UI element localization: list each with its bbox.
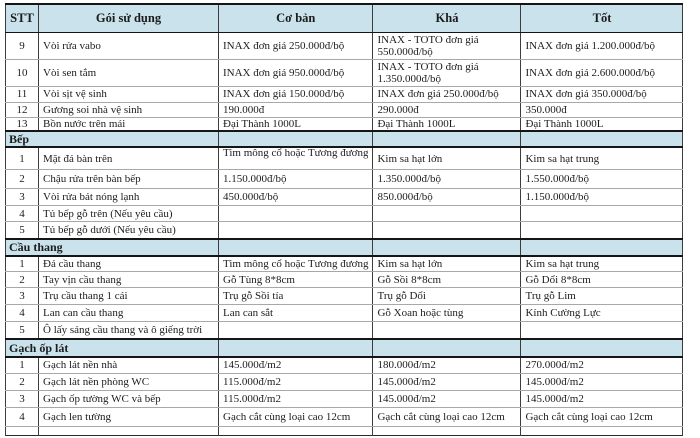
- cell-co-ban: [219, 206, 373, 222]
- cell-co-ban: [219, 147, 373, 170]
- table-row: [6, 206, 683, 222]
- table-row: [6, 86, 683, 102]
- table-header-row: [6, 4, 683, 32]
- table-row: [6, 322, 683, 339]
- cell-kha: [373, 322, 521, 339]
- cell-kha: 180.000đ/m2: [373, 357, 521, 374]
- table-row: [6, 357, 683, 374]
- cell-stt: 5: [6, 222, 39, 239]
- price-table: [5, 3, 683, 436]
- cell-stt: 1: [6, 256, 39, 272]
- cell-kha: Kim sa hạt lớn: [373, 256, 521, 272]
- cell-tot: [521, 206, 683, 222]
- cell-kha: [373, 222, 521, 239]
- cell-package: [39, 427, 219, 436]
- cell-package: Vòi rửa vabo: [39, 32, 219, 59]
- cell-stt: 2: [6, 170, 39, 189]
- table-row: [6, 59, 683, 86]
- cell-kha: INAX - TOTO đơn giá 550.000đ/bộ: [373, 32, 521, 59]
- cell-package: Gương soi nhà vệ sinh: [39, 102, 219, 117]
- cell-stt: 2: [6, 272, 39, 288]
- cell-co-ban: Đại Thành 1000L: [219, 117, 373, 131]
- cell-tot: [521, 427, 683, 436]
- cell-package: Gạch ốp tường WC và bếp: [39, 391, 219, 408]
- section-row-cau-thang: [6, 239, 683, 256]
- table-row: [6, 391, 683, 408]
- table-row: [6, 170, 683, 189]
- cell-kha: INAX đơn giá 250.000đ/bộ: [373, 86, 521, 102]
- section-title: Gạch ốp lát: [6, 339, 219, 357]
- cell-co-ban: Trụ gỗ Sồi tía: [219, 288, 373, 305]
- cell-co-ban: INAX đơn giá 950.000đ/bộ: [219, 59, 373, 86]
- cell-kha: 145.000đ/m2: [373, 391, 521, 408]
- cell-tot: Kính Cường Lực: [521, 305, 683, 322]
- cell-package: Vòi sen tắm: [39, 59, 219, 86]
- cell-stt: 12: [6, 102, 39, 117]
- header-stt: STT: [6, 4, 39, 32]
- cell-tot: Gạch cắt cùng loại cao 12cm: [521, 408, 683, 427]
- cell-co-ban: 1.150.000đ/bộ: [219, 170, 373, 189]
- table-row: [6, 117, 683, 131]
- table-row-partial: [6, 427, 683, 436]
- cell-stt: 4: [6, 206, 39, 222]
- cell-tot: 1.150.000đ/bộ: [521, 189, 683, 206]
- table-row: [6, 222, 683, 239]
- cell-stt: [6, 427, 39, 436]
- cell-tot: [521, 222, 683, 239]
- cell-co-ban: 115.000đ/m2: [219, 374, 373, 391]
- cell-package: Bồn nước trên mái: [39, 117, 219, 131]
- cell-package: Gạch lát nền phòng WC: [39, 374, 219, 391]
- table-row: [6, 147, 683, 170]
- cell-stt: 9: [6, 32, 39, 59]
- cell-kha: [373, 427, 521, 436]
- cell-package: Lan can cầu thang: [39, 305, 219, 322]
- cell-stt: 1: [6, 147, 39, 170]
- section-cell: [373, 239, 521, 256]
- cell-kha: INAX - TOTO đơn giá 1.350.000đ/bộ: [373, 59, 521, 86]
- header-tot: Tốt: [521, 4, 683, 32]
- cell-package: Ô lấy sáng cầu thang và ô giếng trời: [39, 322, 219, 339]
- cell-package: Đá cầu thang: [39, 256, 219, 272]
- table-row: [6, 189, 683, 206]
- cell-package: Vòi rửa bát nóng lạnh: [39, 189, 219, 206]
- cell-tot: 145.000đ/m2: [521, 391, 683, 408]
- cell-tot: INAX đơn giá 1.200.000đ/bộ: [521, 32, 683, 59]
- table-row: [6, 305, 683, 322]
- cell-co-ban: Gạch cắt cùng loại cao 12cm: [219, 408, 373, 427]
- table-row: [6, 288, 683, 305]
- table-row: [6, 32, 683, 59]
- cell-co-ban: [219, 322, 373, 339]
- cell-stt: 4: [6, 305, 39, 322]
- section-cell: [521, 239, 683, 256]
- cell-tot: Gỗ Dổi 8*8cm: [521, 272, 683, 288]
- cell-package: Gạch lát nền nhà: [39, 357, 219, 374]
- cell-kha: Gỗ Sồi 8*8cm: [373, 272, 521, 288]
- cell-kha: 850.000đ/bộ: [373, 189, 521, 206]
- cell-stt: 13: [6, 117, 39, 131]
- cell-package: Tủ bếp gỗ trên (Nếu yêu cầu): [39, 206, 219, 222]
- cell-co-ban: 450.000đ/bộ: [219, 189, 373, 206]
- cell-tot: [521, 322, 683, 339]
- cell-stt: 10: [6, 59, 39, 86]
- cell-kha: 290.000đ: [373, 102, 521, 117]
- cell-package: Tay vịn cầu thang: [39, 272, 219, 288]
- cell-stt: 5: [6, 322, 39, 339]
- cell-kha: Gạch cắt cùng loại cao 12cm: [373, 408, 521, 427]
- cell-tot: 145.000đ/m2: [521, 374, 683, 391]
- header-co-ban: Cơ bản: [219, 4, 373, 32]
- cell-kha: Gỗ Xoan hoặc tùng: [373, 305, 521, 322]
- section-cell: [219, 239, 373, 256]
- cell-kha: 145.000đ/m2: [373, 374, 521, 391]
- cell-tot: 270.000đ/m2: [521, 357, 683, 374]
- cell-stt: 3: [6, 391, 39, 408]
- table-row: [6, 102, 683, 117]
- cell-tot: Kim sa hạt trung: [521, 256, 683, 272]
- cell-tot: 350.000đ: [521, 102, 683, 117]
- section-row-bep: [6, 131, 683, 147]
- cell-package: Vòi sịt vệ sinh: [39, 86, 219, 102]
- section-cell: [521, 339, 683, 357]
- section-cell: [521, 131, 683, 147]
- cell-tot: Kim sa hạt trung: [521, 147, 683, 170]
- cell-co-ban: [219, 427, 373, 436]
- cell-stt: 3: [6, 189, 39, 206]
- cell-co-ban: 115.000đ/m2: [219, 391, 373, 408]
- table-row: [6, 408, 683, 427]
- cell-co-ban: Gỗ Tùng 8*8cm: [219, 272, 373, 288]
- cell-co-ban: [219, 222, 373, 239]
- cell-kha: Kim sa hạt lớn: [373, 147, 521, 170]
- section-cell: [219, 131, 373, 147]
- cell-package: Tủ bếp gỗ dưới (Nếu yêu cầu): [39, 222, 219, 239]
- cell-package: Chậu rửa trên bàn bếp: [39, 170, 219, 189]
- cell-package: Gạch len tường: [39, 408, 219, 427]
- header-kha: Khá: [373, 4, 521, 32]
- section-cell: [373, 131, 521, 147]
- cell-kha: [373, 206, 521, 222]
- section-title: Cầu thang: [6, 239, 219, 256]
- cell-co-ban: Tim mông cổ hoặc Tương đương: [219, 256, 373, 272]
- cell-tot: INAX đơn giá 2.600.000đ/bộ: [521, 59, 683, 86]
- cell-kha: Đại Thành 1000L: [373, 117, 521, 131]
- cell-kha: 1.350.000đ/bộ: [373, 170, 521, 189]
- cell-tot: 1.550.000đ/bộ: [521, 170, 683, 189]
- cell-kha: Trụ gỗ Dổi: [373, 288, 521, 305]
- cell-co-ban: INAX đơn giá 150.000đ/bộ: [219, 86, 373, 102]
- cell-stt: 1: [6, 357, 39, 374]
- cell-stt: 11: [6, 86, 39, 102]
- cell-tot: Đại Thành 1000L: [521, 117, 683, 131]
- cell-co-ban: Lan can sắt: [219, 305, 373, 322]
- header-goi-su-dung: Gói sử dụng: [39, 4, 219, 32]
- section-title: Bếp: [6, 131, 219, 147]
- cell-stt: 3: [6, 288, 39, 305]
- table-row: [6, 272, 683, 288]
- clipped-text: Tim mông cổ hoặc Tương đương: [223, 148, 369, 159]
- table-row: [6, 256, 683, 272]
- section-cell: [373, 339, 521, 357]
- table-row: [6, 374, 683, 391]
- section-cell: [219, 339, 373, 357]
- cell-co-ban: 145.000đ/m2: [219, 357, 373, 374]
- cell-co-ban: INAX đơn giá 250.000đ/bộ: [219, 32, 373, 59]
- cell-tot: INAX đơn giá 350.000đ/bộ: [521, 86, 683, 102]
- cell-tot: Trụ gỗ Lim: [521, 288, 683, 305]
- cell-stt: 2: [6, 374, 39, 391]
- cell-package: Trụ cầu thang 1 cái: [39, 288, 219, 305]
- cell-co-ban: 190.000đ: [219, 102, 373, 117]
- cell-package: Mặt đá bàn trên: [39, 147, 219, 170]
- section-row-gach-op-lat: [6, 339, 683, 357]
- cell-stt: 4: [6, 408, 39, 427]
